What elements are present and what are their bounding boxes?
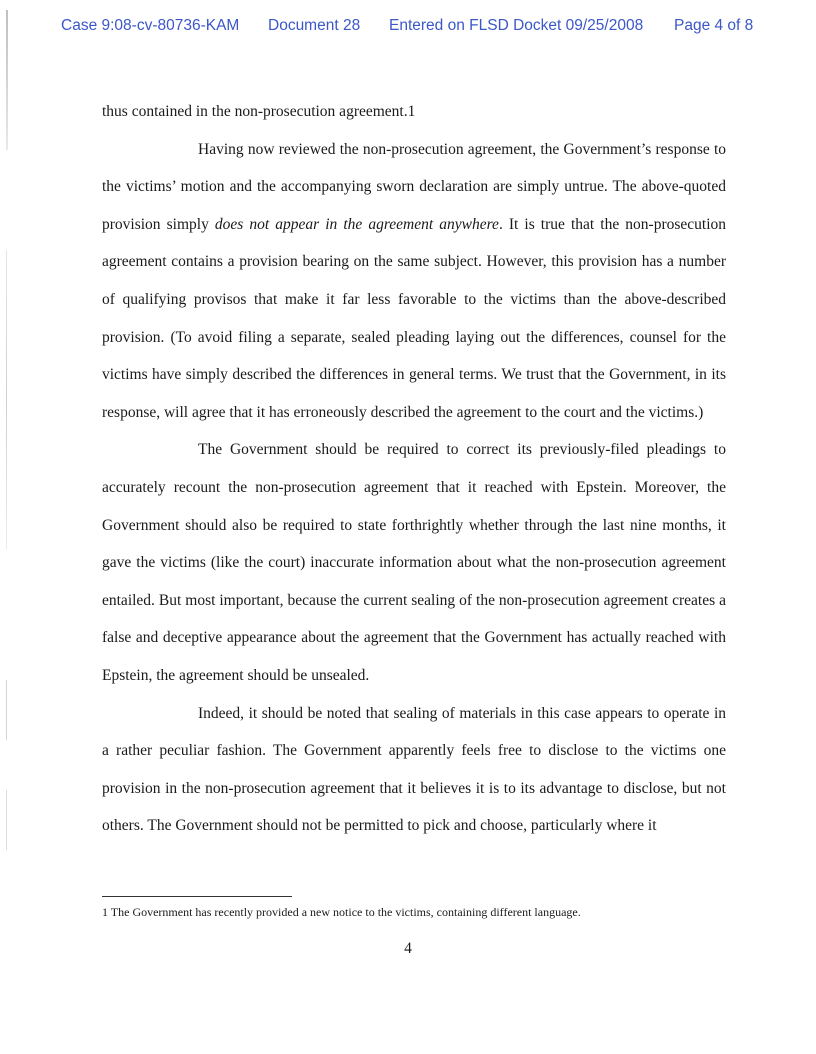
footnote-divider <box>102 896 292 897</box>
paragraph-2 <box>102 131 726 432</box>
paragraph-3: The Government should be required to correct its previously-filed pleadings to accurately recount the non-prosecution agreement that it reached with Epstein. Moreover, the Government should also be required to state forthrightly whether through the last nine months, it gave the victims (like the court) inaccurate information about what the non-prosecution agreement entailed. But most important, because the current sealing of the non-prosecution agreement creates a false and deceptive appearance about the agreement that the Government has actually reached with Epstein, the agreement should be unsealed. <box>102 441 726 684</box>
paragraph-4: Indeed, it should be noted that sealing of materials in this case appears to operate in a rather peculiar fashion. The Government apparently feels free to disclose to the victims one provision in the non-prosecution agreement that it believes it is to its advantage to disclose, but not others. The Government should not be permitted to pick and choose, particularly where it <box>102 704 726 835</box>
paragraph-2-text-continued: . It is true that the non-prosecution agreement contains a provision bearing on the same subject. However, this provision has a number of qualifying provisos that make it far less favorable to the victims than the above-described provision. (To avoid filing a separate, sealed pleading laying out the differences, counsel for the victims have simply described the differences in general terms. We trust that the Government, in its response, will agree that it has erroneously described the agreement to the court and the victims.) <box>102 215 727 421</box>
case-number: Case 9:08-cv-80736-KAM <box>61 17 240 34</box>
paragraph-2-text: Having now reviewed the non-prosecution agreement, the Government’s response to the victims’ motion and the accompanying sworn declaration are simply untrue. The above-quoted provision simply <box>102 140 726 233</box>
page-count: Page 4 of 8 <box>674 17 754 34</box>
body-text <box>102 93 726 845</box>
scan-edge-mark <box>6 680 7 740</box>
scan-edge-mark <box>6 10 8 150</box>
page-number: 4 <box>404 940 412 957</box>
footnote: 1 The Government has recently provided a new notice to the victims, containing different language. <box>102 905 581 919</box>
docket-entry-date: Entered on FLSD Docket 09/25/2008 <box>389 17 644 34</box>
scan-edge-mark <box>6 250 7 550</box>
paragraph-2-emphasis: does not appear in the agreement anywhere <box>214 215 499 233</box>
scan-edge-mark <box>6 790 7 850</box>
document-number: Document 28 <box>268 17 361 34</box>
paragraph-1: thus contained in the non-prosecution agreement.1 <box>102 103 416 120</box>
